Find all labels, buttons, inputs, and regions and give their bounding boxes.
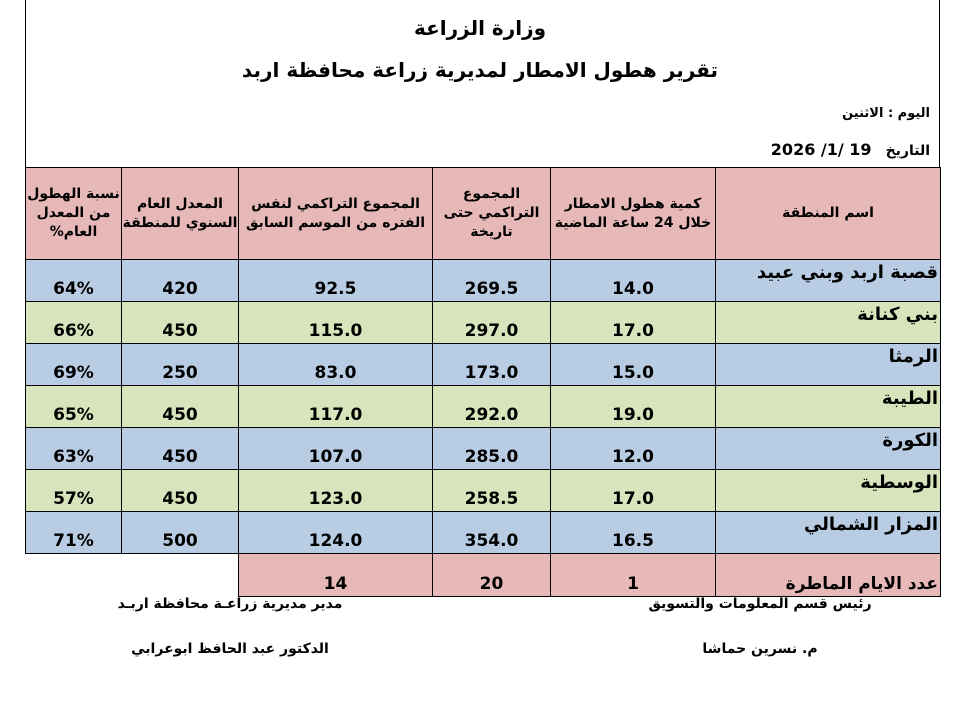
ministry-title: وزارة الزراعة (413, 16, 547, 40)
empty-cell (26, 554, 122, 597)
annual-avg-cell: 420 (122, 260, 239, 302)
region-cell: الطيبة (716, 386, 941, 428)
cumulative-cell: 292.0 (433, 386, 551, 428)
annual-avg-cell: 250 (122, 344, 239, 386)
table-row (26, 470, 941, 512)
percent-cell: 71% (26, 512, 122, 554)
date-label: التاريخ (885, 143, 930, 159)
last24-cell: 16.5 (551, 512, 716, 554)
prev-season-cell: 123.0 (239, 470, 433, 512)
date-line (771, 140, 930, 159)
rainy-days-last24: 1 (551, 554, 716, 597)
last24-cell: 15.0 (551, 344, 716, 386)
header-region: اسم المنطقة (716, 168, 941, 260)
header-cumulative: المجموع التراكمي حتى تاريخة (433, 168, 551, 260)
table-row (26, 386, 941, 428)
empty-cell (122, 554, 239, 597)
annual-avg-cell: 450 (122, 428, 239, 470)
prev-season-cell: 83.0 (239, 344, 433, 386)
cumulative-cell: 285.0 (433, 428, 551, 470)
region-cell: الرمثا (716, 344, 941, 386)
cumulative-cell: 173.0 (433, 344, 551, 386)
cumulative-cell: 269.5 (433, 260, 551, 302)
region-cell: الكورة (716, 428, 941, 470)
percent-cell: 66% (26, 302, 122, 344)
prev-season-cell: 92.5 (239, 260, 433, 302)
table-row (26, 344, 941, 386)
rainy-days-row (26, 554, 941, 597)
date-value: 2026 /1/ 19 (770, 140, 872, 159)
prev-season-cell: 115.0 (239, 302, 433, 344)
region-cell: قصبة اربد وبني عبيد (716, 260, 941, 302)
signature-left-title: مدير مديرية زراعـة محافظة اربـد (117, 596, 343, 612)
report-title: تقرير هطول الامطار لمديرية زراعة محافظة اربد (241, 58, 719, 82)
header-percent: نسبة الهطول من المعدل العام% (26, 168, 122, 260)
signature-right-name: م. نسرين حماشا (702, 641, 818, 657)
rainy-days-cumulative: 20 (433, 554, 551, 597)
table-row (26, 512, 941, 554)
table-row (26, 428, 941, 470)
last24-cell: 19.0 (551, 386, 716, 428)
rainy-days-label: عدد الايام الماطرة (716, 554, 941, 597)
signature-left-name: الدكتور عبد الحافظ ابوعرابي (131, 641, 329, 657)
table-row (26, 302, 941, 344)
prev-season-cell: 117.0 (239, 386, 433, 428)
annual-avg-cell: 500 (122, 512, 239, 554)
header-last24: كمية هطول الامطار خلال 24 ساعة الماضية (551, 168, 716, 260)
cumulative-cell: 258.5 (433, 470, 551, 512)
signature-right-title: رئيس قسم المعلومات والتسويق (648, 596, 872, 612)
cumulative-cell: 354.0 (433, 512, 551, 554)
table-header-row (26, 168, 941, 260)
region-cell: الوسطية (716, 470, 941, 512)
cumulative-cell: 297.0 (433, 302, 551, 344)
table-row (26, 260, 941, 302)
annual-avg-cell: 450 (122, 470, 239, 512)
last24-cell: 14.0 (551, 260, 716, 302)
percent-cell: 65% (26, 386, 122, 428)
header-prev-season: المجموع التراكمي لنفس الفتره من الموسم السابق (239, 168, 433, 260)
day-label: اليوم : الاثنين (842, 106, 930, 121)
prev-season-cell: 107.0 (239, 428, 433, 470)
percent-cell: 69% (26, 344, 122, 386)
percent-cell: 63% (26, 428, 122, 470)
percent-cell: 64% (26, 260, 122, 302)
percent-cell: 57% (26, 470, 122, 512)
rainfall-table (25, 167, 941, 597)
last24-cell: 17.0 (551, 470, 716, 512)
header-annual-avg: المعدل العام السنوي للمنطقة (122, 168, 239, 260)
last24-cell: 17.0 (551, 302, 716, 344)
region-cell: بني كنانة (716, 302, 941, 344)
last24-cell: 12.0 (551, 428, 716, 470)
annual-avg-cell: 450 (122, 302, 239, 344)
annual-avg-cell: 450 (122, 386, 239, 428)
region-cell: المزار الشمالي (716, 512, 941, 554)
rainy-days-prev-season: 14 (239, 554, 433, 597)
prev-season-cell: 124.0 (239, 512, 433, 554)
